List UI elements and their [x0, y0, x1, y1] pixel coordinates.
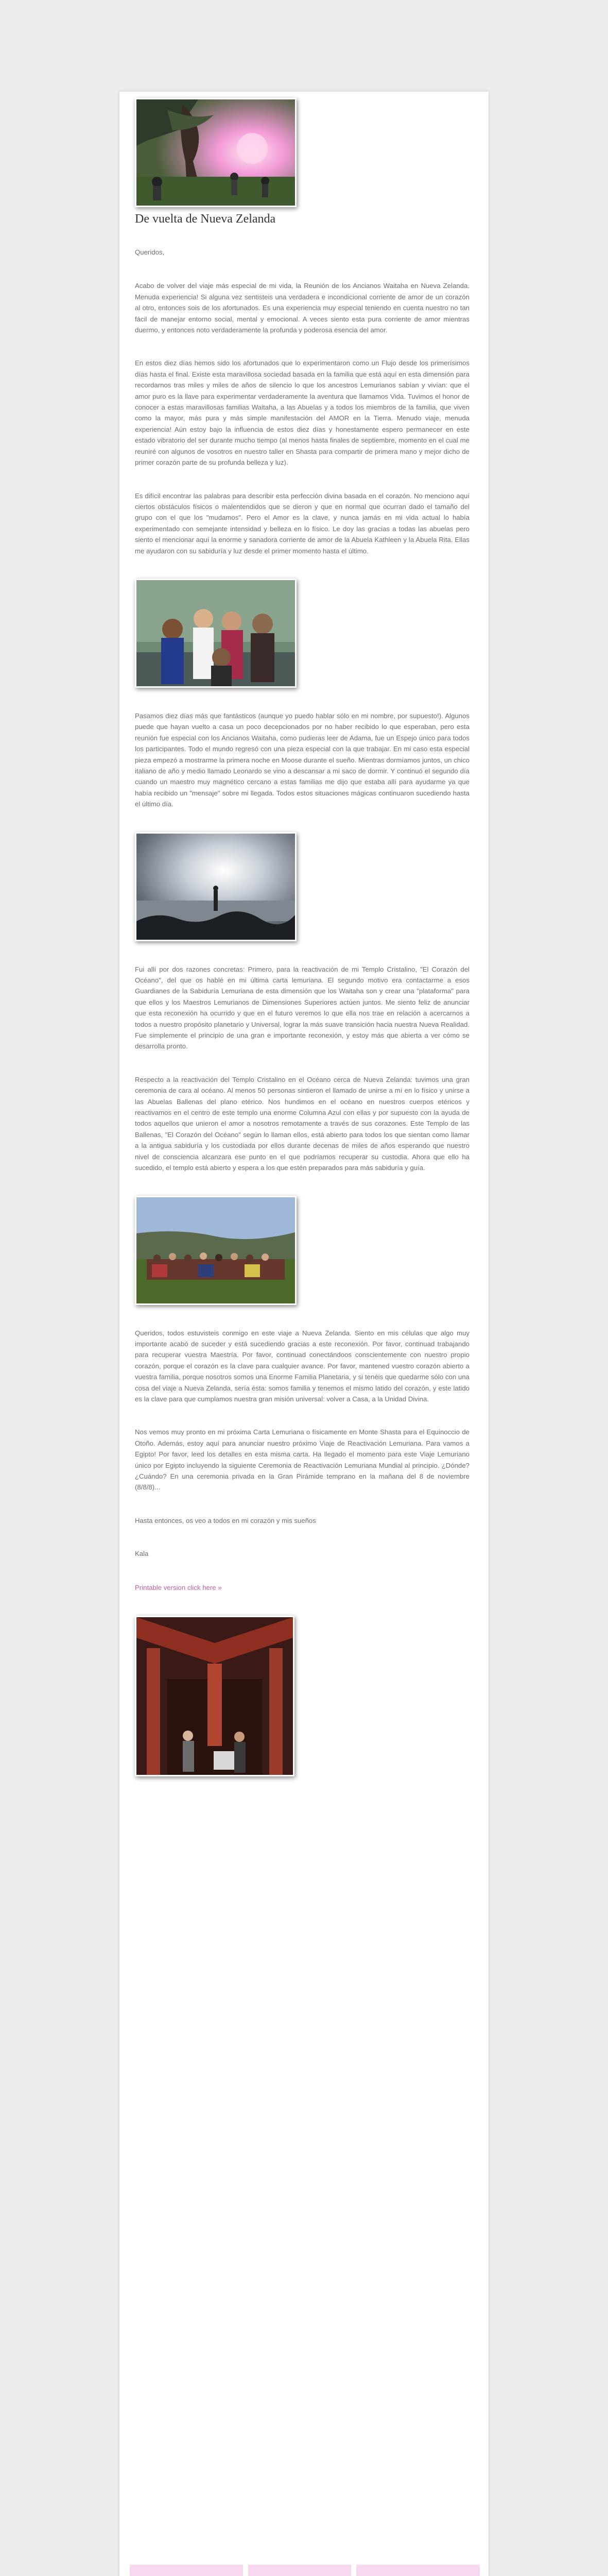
- footer-bar-segment: [130, 2565, 243, 2576]
- ceremony-trees-photo: [135, 98, 297, 207]
- ocean-ceremony-image: [136, 834, 295, 940]
- article-content: [135, 98, 470, 1776]
- grandmothers-image: [136, 580, 295, 686]
- group-photo: [135, 1196, 297, 1305]
- paragraph-2: En estos diez días hemos sido los afortunados que lo experimentaron como un Flujo desde los primerísimos días hasta el final. Existe esta maravillosa sociedad basada en la familia que está aquí en esta dimensión para recordarnos tras miles y miles de años de silencio lo que los ancestros Lemurianos sabían y vivían: que el amor puro es la llave para experimentar verdaderamente la aventura que llamamos Vida. Tuvimos el honor de conocer a estas maravillosas familias Waitaha, a las Abuelas y a todos los miembros de la familia, que viven como la mayor, más pura y más simple manifestación del AMOR en la Tierra. Menudo viaje, menuda experiencia! Aún estoy bajo la influencia de estos diez días y honestamente espero permanecer en este estado vibratorio del ser durante mucho tiempo (al menos hasta finales de septiembre, momento en el cual me reuniré con algunos de vosotros en nuestro taller en Shasta para compartir de primera mano y mejor dicho de primer corazón parte de su profunda belleza y luz).: [135, 359, 470, 467]
- paragraph-9: Hasta entonces, os veo a todos en mi corazón y mis sueños: [135, 1516, 316, 1524]
- grandmothers-photo: [135, 579, 297, 688]
- footer-bar-segment: [356, 2565, 480, 2576]
- ceremony-trees-image: [136, 99, 295, 206]
- paragraph-5: Fui allí por dos razones concretas: Primero, para la reactivación de mi Templo Cristalino, "El Corazón del Océano", del que os hablé en mi última carta lemuriana. El segundo motivo era contactarme a esos Guardianes de la Sabiduría Lemuriana de esta dimensión que los Waitaha son y crear una "plataforma" para que ellos y los Maestros Lemurianos de Dimensiones Superiores actúen juntos. Me siento feliz de anunciar que esta reconexión ha ocurrido y que en el futuro veremos lo que ella nos trae en relación a acercarnos a todos a nuestro propósito planetario y Universal, lograr la más suave transición hacia nuestra Nueva Realidad. Fue simplemente el principio de una gran e importante reconexión, y estoy más que abierta a ver cómo se desarrolla pronto.: [135, 965, 470, 1050]
- maori-meeting-house-image: [136, 1617, 293, 1775]
- paragraph-3: Es difícil encontrar las palabras para describir esta perfección divina basada en el corazón. No menciono aquí ciertos obstáculos físicos o malentendidos que se dieron y que en normal que ocurran dado el tamaño del grupo con el que los "mudamos". Pero el Amor es la clave, y nunca jamás en mi vida actual lo había experimentado con semejante intensidad y belleza en lo físico. Le doy las gracias a todas las abuelas pero siento el mencionar aquí la enorme y sanadora corriente de amor de la Abuela Kathleen y la Abuela Rita. Ellas me ayudaron con su sabiduría y luz desde el primer momento hasta el último.: [135, 492, 470, 555]
- article-title: De vuelta de Nueva Zelanda: [135, 212, 276, 226]
- printable-version-link[interactable]: Printable version click here »: [135, 1583, 222, 1591]
- paragraph-6: Respecto a la reactivación del Templo Cristalino en el Océano cerca de Nueva Zelanda: tuvimos una gran ceremonia de cara al océano. Al menos 50 personas sintieron el llamado de unirse a mí en lo físico y unirse a las Abuelas Ballenas del plano etérico. Nos hundimos en el océano en nuestros cuerpos etéricos y reactivamos en el centro de este templo una enorme Columna Azul con ellas y por supuesto con la ayuda de todos aquellos que unieron el amor a nosotros remotamente a través de sus corazones. Este Templo de las Ballenas, "El Corazón del Océano" según lo llaman ellos, está abierto para todos los que sientan como llamar a la antigua sabiduría y los custodiada por ellos durante decenas de miles de años esperando que nuestro nivel de consciencia alcanzara ese punto en el que podríamos recuperar su custodia. Ahora que ello ha sucedido, el templo está abierto y espera a los que estén preparados para más sabiduría y guía.: [135, 1075, 470, 1172]
- signature: Kala: [135, 1550, 149, 1558]
- ocean-ceremony-photo: [135, 832, 297, 941]
- page-container: [119, 92, 489, 2576]
- paragraph-4: Pasamos diez días más que fantásticos (aunque yo puedo hablar sólo en mi nombre, por supuesto!). Algunos puede que hayan vuelto a casa un poco decepcionados por no haber recibido lo que esperaban, pero esta reunión fue especial con los Ancianos Waitaha, como pudieras leer de Adama, fue un Espejo único para todos los participantes. Todo el mundo regresó con una pieza especial con la que trabajar. En mi caso esta especial pieza empezó a mostrarme la primera noche en Moose durante el sueño. Mientras dormíamos juntos, un chico italiano de año y medio llamado Leonardo se vino a descansar a mi saco de dormir. Y continuó el segundo día cuando un maestro muy magnético cercano a estas familias me dijo que estaba allí para ayudarme ya que había recibido un "mensaje" sobre mi llegada. Todos estos situaciones mágicas continuaron sucediendo hasta el último día.: [135, 711, 470, 808]
- group-image: [136, 1197, 295, 1303]
- paragraph-7: Queridos, todos estuvisteis conmigo en este viaje a Nueva Zelanda. Siento en mis células que algo muy importante acabó de suceder y está sucediendo gracias a este reconexión. Por favor, continuad trabajando para recuperar vuestra Maestría. Por favor, continuad conectándoos conscientemente con nuestro propio corazón, porque el corazón es la clave para cualquier avance. Por favor, mantened vuestro corazón abierto a vuestra familia, porque nosotros somos una Enorme Familia Planetaria, y si tenéis que quedarme sólo con una cosa del viaje a Nueva Zelanda, sería ésta: somos familia y tenemos el mismo latido del corazón, y este latido es la clave para que cumplamos nuestra gran misión universal: volver a Casa, a la Unidad Divina.: [135, 1329, 470, 1403]
- greeting: Queridos,: [135, 248, 165, 256]
- paragraph-1: Acabo de volver del viaje más especial de mi vida, la Reunión de los Ancianos Waitaha en Nueva Zelanda. Menuda experiencia! Si alguna vez sentisteis una verdadera e incondicional corriente de amor de un corazón al otro, entonces sois de los afortunados. Es una experiencia muy especial teniendo en cuenta nuestro no tan fácil de manejar entorno social, mental y emocional. A veces siento esta pura corriente de amor mientras duermo, y entonces noto verdaderamente la profunda y poderosa esencia del amor.: [135, 282, 470, 334]
- maori-meeting-house-photo: [135, 1616, 294, 1776]
- footer-bar: [130, 2565, 480, 2576]
- paragraph-8: Nos vemos muy pronto en mi próxima Carta Lemuriana o físicamente en Monte Shasta para el Equinoccio de Otoño. Además, estoy aquí para anunciar nuestro próximo Viaje de Reactivación Lemuriana. Para vamos a Egipto! Por favor, leed los detalles en esta misma carta. Ha llegado el momento para este Viaje Lemuriano único por Egipto incluyendo la siguiente Ceremonia de Reactivación Lemuriana Mundial al principio. ¿Dónde? ¿Cuándo? En una ceremonia privada en la Gran Pirámide temprano en la mañana del 8 de noviembre (8/8/8)...: [135, 1428, 470, 1492]
- page-footer: [130, 2565, 480, 2576]
- footer-bar-segment: [248, 2565, 351, 2576]
